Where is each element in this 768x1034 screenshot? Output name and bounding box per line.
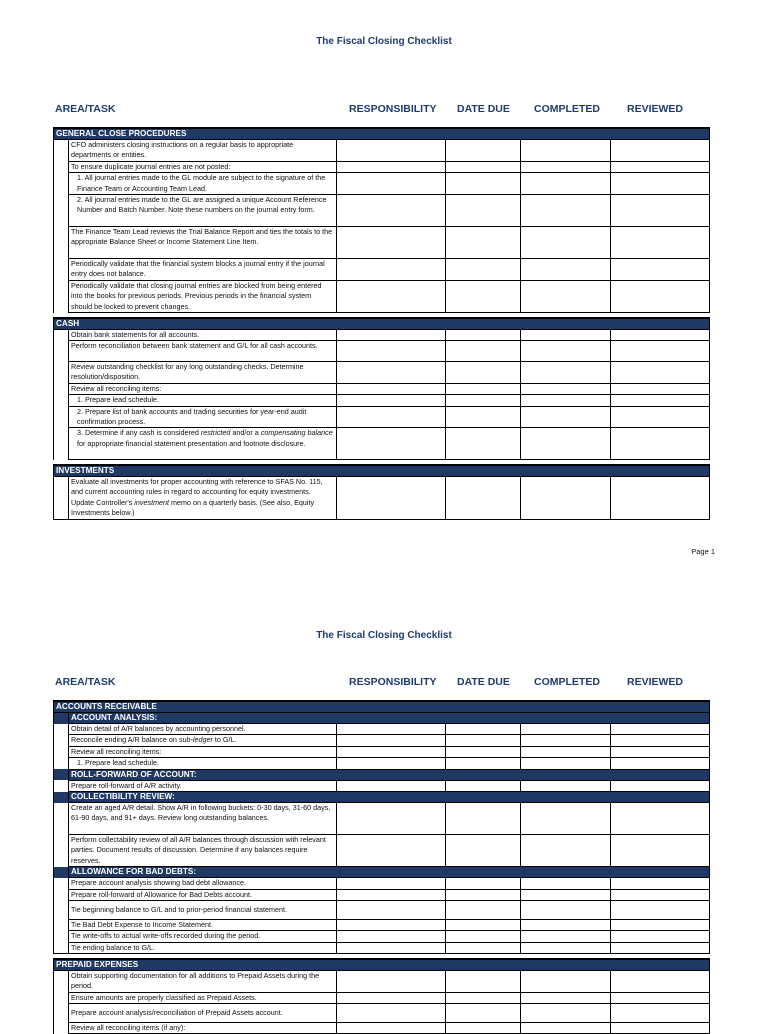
completed-cell[interactable] <box>521 931 611 942</box>
completed-cell[interactable] <box>521 889 611 900</box>
reviewed-cell[interactable] <box>611 476 710 519</box>
page-2 <box>0 590 768 1032</box>
reviewed-cell[interactable] <box>611 970 710 992</box>
section-accounts-receivable <box>54 701 710 713</box>
column-area-task: AREA/TASK <box>55 103 116 115</box>
responsibility-cell[interactable] <box>337 1004 446 1023</box>
date-due-cell[interactable] <box>446 803 521 835</box>
reviewed-cell[interactable] <box>611 383 710 394</box>
table-row <box>54 395 710 406</box>
completed-cell[interactable] <box>521 329 611 340</box>
table-row <box>54 992 710 1003</box>
table-row <box>54 259 710 281</box>
section-header: PREPAID EXPENSES <box>54 959 710 971</box>
completed-cell[interactable] <box>521 428 611 460</box>
task-text: The Finance Team Lead reviews the Trial Balance Report and ties the totals to the appropriate Balance Sheet or Income Statement Line Item. <box>69 227 337 259</box>
task-text: 2. Prepare list of bank accounts and trading securities for year-end audit confirmation process. <box>69 406 337 428</box>
column-responsibility: RESPONSIBILITY <box>349 676 437 688</box>
task-text: Review all reconciling items (if any): <box>69 1023 337 1034</box>
task-text: Periodically validate that closing journal entries are blocked from being entered into the books for previous periods. Previous periods in the financial system should be locked to prevent changes. <box>69 280 337 312</box>
table-row <box>54 942 710 953</box>
date-due-cell[interactable] <box>446 383 521 394</box>
date-due-cell[interactable] <box>446 340 521 361</box>
table-row <box>54 920 710 931</box>
date-due-cell[interactable] <box>446 746 521 757</box>
document-title: The Fiscal Closing Checklist <box>316 36 452 47</box>
section-header: ACCOUNTS RECEIVABLE <box>54 701 710 713</box>
completed-cell[interactable] <box>521 340 611 361</box>
responsibility-cell[interactable] <box>337 280 446 312</box>
reviewed-cell[interactable] <box>611 1023 710 1034</box>
completed-cell[interactable] <box>521 758 611 769</box>
completed-cell[interactable] <box>521 1004 611 1023</box>
table-row <box>54 735 710 746</box>
responsibility-cell[interactable] <box>337 173 446 195</box>
reviewed-cell[interactable] <box>611 1004 710 1023</box>
task-text: Ensure amounts are properly classified as Prepaid Assets. <box>69 992 337 1003</box>
subsection-header: COLLECTIBILITY REVIEW: <box>69 792 710 803</box>
responsibility-cell[interactable] <box>337 931 446 942</box>
date-due-cell[interactable] <box>446 970 521 992</box>
responsibility-cell[interactable] <box>337 992 446 1003</box>
responsibility-cell[interactable] <box>337 195 446 227</box>
completed-cell[interactable] <box>521 992 611 1003</box>
date-due-cell[interactable] <box>446 724 521 735</box>
date-due-cell[interactable] <box>446 901 521 920</box>
task-text: Perform collectability review of all A/R balances through discussion with relevant parties. Document results of discussion. Determine if any balances require reserves. <box>69 835 337 867</box>
table-row <box>54 970 710 992</box>
date-due-cell[interactable] <box>446 878 521 889</box>
date-due-cell[interactable] <box>446 395 521 406</box>
task-text: Create an aged A/R detail. Show A/R in following buckets: 0-30 days, 31-60 days, 61-90 days, and 91+ days. Review long outstanding balances. <box>69 803 337 835</box>
subsection-header: ACCOUNT ANALYSIS: <box>69 713 710 724</box>
responsibility-cell[interactable] <box>337 889 446 900</box>
reviewed-cell[interactable] <box>611 406 710 428</box>
completed-cell[interactable] <box>521 227 611 259</box>
subsection-header: ALLOWANCE FOR BAD DEBTS: <box>69 867 710 878</box>
completed-cell[interactable] <box>521 395 611 406</box>
responsibility-cell[interactable] <box>337 901 446 920</box>
checklist-table-page-1 <box>53 127 710 520</box>
task-text: Prepare roll-forward of Allowance for Bad Debts account. <box>69 889 337 900</box>
completed-cell[interactable] <box>521 1023 611 1034</box>
responsibility-cell[interactable] <box>337 140 446 162</box>
reviewed-cell[interactable] <box>611 920 710 931</box>
table-row <box>54 746 710 757</box>
task-text: Obtain supporting documentation for all additions to Prepaid Assets during the period. <box>69 970 337 992</box>
responsibility-cell[interactable] <box>337 227 446 259</box>
date-due-cell[interactable] <box>446 1004 521 1023</box>
date-due-cell[interactable] <box>446 476 521 519</box>
date-due-cell[interactable] <box>446 195 521 227</box>
responsibility-cell[interactable] <box>337 428 446 460</box>
completed-cell[interactable] <box>521 803 611 835</box>
completed-cell[interactable] <box>521 724 611 735</box>
task-text: Tie Bad Debt Expense to Income Statement. <box>69 920 337 931</box>
date-due-cell[interactable] <box>446 992 521 1003</box>
task-text: 2. All journal entries made to the GL are assigned a unique Account Reference Number and Batch Number. Note these numbers on the journal entry form. <box>69 195 337 227</box>
completed-cell[interactable] <box>521 195 611 227</box>
reviewed-cell[interactable] <box>611 942 710 953</box>
completed-cell[interactable] <box>521 942 611 953</box>
reviewed-cell[interactable] <box>611 735 710 746</box>
date-due-cell[interactable] <box>446 920 521 931</box>
task-text: Review all reconciling items: <box>69 746 337 757</box>
task-text: 3. Determine if any cash is considered restricted and/or a compensating balance for appropriate financial statement presentation and footnote disclosure. <box>69 428 337 460</box>
reviewed-cell[interactable] <box>611 428 710 460</box>
section-cash <box>54 318 710 330</box>
table-row <box>54 931 710 942</box>
reviewed-cell[interactable] <box>611 161 710 172</box>
date-due-cell[interactable] <box>446 329 521 340</box>
date-due-cell[interactable] <box>446 780 521 791</box>
reviewed-cell[interactable] <box>611 361 710 383</box>
task-text: Obtain detail of A/R balances by accounting personnel. <box>69 724 337 735</box>
table-row <box>54 428 710 460</box>
date-due-cell[interactable] <box>446 889 521 900</box>
completed-cell[interactable] <box>521 920 611 931</box>
table-row <box>54 1004 710 1023</box>
date-due-cell[interactable] <box>446 428 521 460</box>
table-row <box>54 724 710 735</box>
table-row <box>54 835 710 867</box>
completed-cell[interactable] <box>521 383 611 394</box>
document-title: The Fiscal Closing Checklist <box>316 630 452 641</box>
responsibility-cell[interactable] <box>337 259 446 281</box>
completed-cell[interactable] <box>521 280 611 312</box>
responsibility-cell[interactable] <box>337 724 446 735</box>
subsection-roll-forward <box>54 769 710 780</box>
section-header: INVESTMENTS <box>54 465 710 477</box>
section-header: GENERAL CLOSE PROCEDURES <box>54 128 710 140</box>
date-due-cell[interactable] <box>446 161 521 172</box>
completed-cell[interactable] <box>521 259 611 281</box>
completed-cell[interactable] <box>521 406 611 428</box>
reviewed-cell[interactable] <box>611 889 710 900</box>
table-row <box>54 173 710 195</box>
completed-cell[interactable] <box>521 835 611 867</box>
table-row <box>54 195 710 227</box>
table-row <box>54 780 710 791</box>
column-header-row <box>55 103 710 117</box>
task-text: 1. All journal entries made to the GL module are subject to the signature of the Finance Team or Accounting Team Lead. <box>69 173 337 195</box>
completed-cell[interactable] <box>521 780 611 791</box>
subsection-collectibility <box>54 792 710 803</box>
section-header: CASH <box>54 318 710 330</box>
completed-cell[interactable] <box>521 901 611 920</box>
reviewed-cell[interactable] <box>611 878 710 889</box>
task-text: To ensure duplicate journal entries are not posted: <box>69 161 337 172</box>
task-text: Prepare roll-forward of A/R activity. <box>69 780 337 791</box>
completed-cell[interactable] <box>521 161 611 172</box>
table-row <box>54 406 710 428</box>
responsibility-cell[interactable] <box>337 161 446 172</box>
responsibility-cell[interactable] <box>337 920 446 931</box>
responsibility-cell[interactable] <box>337 878 446 889</box>
date-due-cell[interactable] <box>446 259 521 281</box>
table-row <box>54 901 710 920</box>
table-row <box>54 803 710 835</box>
column-completed: COMPLETED <box>534 676 600 688</box>
date-due-cell[interactable] <box>446 942 521 953</box>
reviewed-cell[interactable] <box>611 280 710 312</box>
table-row <box>54 476 710 519</box>
column-reviewed: REVIEWED <box>627 103 684 115</box>
completed-cell[interactable] <box>521 746 611 757</box>
task-text: Obtain bank statements for all accounts. <box>69 329 337 340</box>
responsibility-cell[interactable] <box>337 780 446 791</box>
completed-cell[interactable] <box>521 361 611 383</box>
responsibility-cell[interactable] <box>337 406 446 428</box>
responsibility-cell[interactable] <box>337 383 446 394</box>
section-general-close <box>54 128 710 140</box>
column-area-task: AREA/TASK <box>55 676 116 688</box>
reviewed-cell[interactable] <box>611 803 710 835</box>
date-due-cell[interactable] <box>446 406 521 428</box>
completed-cell[interactable] <box>521 173 611 195</box>
date-due-cell[interactable] <box>446 140 521 162</box>
column-completed: COMPLETED <box>534 103 600 115</box>
table-row <box>54 1023 710 1034</box>
task-text: CFO administers closing instructions on a regular basis to appropriate departments or entities. <box>69 140 337 162</box>
responsibility-cell[interactable] <box>337 735 446 746</box>
date-due-cell[interactable] <box>446 835 521 867</box>
column-header-row <box>55 676 710 690</box>
table-row <box>54 383 710 394</box>
subsection-allowance-bad-debts <box>54 867 710 878</box>
reviewed-cell[interactable] <box>611 140 710 162</box>
responsibility-cell[interactable] <box>337 340 446 361</box>
table-row <box>54 340 710 361</box>
table-row <box>54 161 710 172</box>
table-row <box>54 878 710 889</box>
task-text: Evaluate all investments for proper accounting with reference to SFAS No. 115, and current accounting rules in regard to accounting for equity investments. Update Controller's investment memo on a quarterly basis. (See also, Equity Investments below.) <box>69 476 337 519</box>
completed-cell[interactable] <box>521 140 611 162</box>
task-text: Perform reconciliation between bank statement and G/L for all cash accounts. <box>69 340 337 361</box>
task-text: 1. Prepare lead schedule. <box>69 758 337 769</box>
reviewed-cell[interactable] <box>611 931 710 942</box>
page-number: Page 1 <box>691 547 715 556</box>
date-due-cell[interactable] <box>446 280 521 312</box>
completed-cell[interactable] <box>521 970 611 992</box>
reviewed-cell[interactable] <box>611 340 710 361</box>
date-due-cell[interactable] <box>446 758 521 769</box>
task-text: Review outstanding checklist for any long outstanding checks. Determine resolution/disposition. <box>69 361 337 383</box>
column-date-due: DATE DUE <box>457 103 510 115</box>
responsibility-cell[interactable] <box>337 970 446 992</box>
completed-cell[interactable] <box>521 476 611 519</box>
responsibility-cell[interactable] <box>337 746 446 757</box>
reviewed-cell[interactable] <box>611 992 710 1003</box>
responsibility-cell[interactable] <box>337 395 446 406</box>
reviewed-cell[interactable] <box>611 259 710 281</box>
responsibility-cell[interactable] <box>337 1023 446 1034</box>
task-text: Periodically validate that the financial system blocks a journal entry if the journal entry does not balance. <box>69 259 337 281</box>
task-text: Tie ending balance to G/L. <box>69 942 337 953</box>
responsibility-cell[interactable] <box>337 803 446 835</box>
responsibility-cell[interactable] <box>337 361 446 383</box>
table-row <box>54 140 710 162</box>
date-due-cell[interactable] <box>446 227 521 259</box>
reviewed-cell[interactable] <box>611 901 710 920</box>
task-text: Tie beginning balance to G/L and to prior-period financial statement. <box>69 901 337 920</box>
reviewed-cell[interactable] <box>611 195 710 227</box>
date-due-cell[interactable] <box>446 173 521 195</box>
task-text: 1. Prepare lead schedule. <box>69 395 337 406</box>
reviewed-cell[interactable] <box>611 329 710 340</box>
reviewed-cell[interactable] <box>611 746 710 757</box>
responsibility-cell[interactable] <box>337 758 446 769</box>
reviewed-cell[interactable] <box>611 173 710 195</box>
task-text: Review all reconciling items: <box>69 383 337 394</box>
reviewed-cell[interactable] <box>611 395 710 406</box>
checklist-table-page-2 <box>53 700 710 1034</box>
reviewed-cell[interactable] <box>611 780 710 791</box>
task-text: Tie write-offs to actual write-offs recorded during the period. <box>69 931 337 942</box>
reviewed-cell[interactable] <box>611 724 710 735</box>
subsection-account-analysis <box>54 713 710 724</box>
table-row <box>54 889 710 900</box>
table-row <box>54 227 710 259</box>
column-reviewed: REVIEWED <box>627 676 684 688</box>
table-row <box>54 758 710 769</box>
task-text: Prepare account analysis/reconciliation of Prepaid Assets account. <box>69 1004 337 1023</box>
date-due-cell[interactable] <box>446 735 521 746</box>
task-text: Prepare account analysis showing bad debt allowance. <box>69 878 337 889</box>
responsibility-cell[interactable] <box>337 942 446 953</box>
table-row <box>54 329 710 340</box>
subsection-header: ROLL-FORWARD OF ACCOUNT: <box>69 769 710 780</box>
completed-cell[interactable] <box>521 878 611 889</box>
reviewed-cell[interactable] <box>611 227 710 259</box>
table-row <box>54 280 710 312</box>
date-due-cell[interactable] <box>446 361 521 383</box>
completed-cell[interactable] <box>521 735 611 746</box>
date-due-cell[interactable] <box>446 931 521 942</box>
responsibility-cell[interactable] <box>337 329 446 340</box>
section-prepaid-expenses <box>54 959 710 971</box>
responsibility-cell[interactable] <box>337 835 446 867</box>
reviewed-cell[interactable] <box>611 758 710 769</box>
responsibility-cell[interactable] <box>337 476 446 519</box>
column-responsibility: RESPONSIBILITY <box>349 103 437 115</box>
column-date-due: DATE DUE <box>457 676 510 688</box>
section-investments <box>54 465 710 477</box>
table-row <box>54 361 710 383</box>
date-due-cell[interactable] <box>446 1023 521 1034</box>
task-text: Reconcile ending A/R balance on sub-ledger to G/L. <box>69 735 337 746</box>
reviewed-cell[interactable] <box>611 835 710 867</box>
